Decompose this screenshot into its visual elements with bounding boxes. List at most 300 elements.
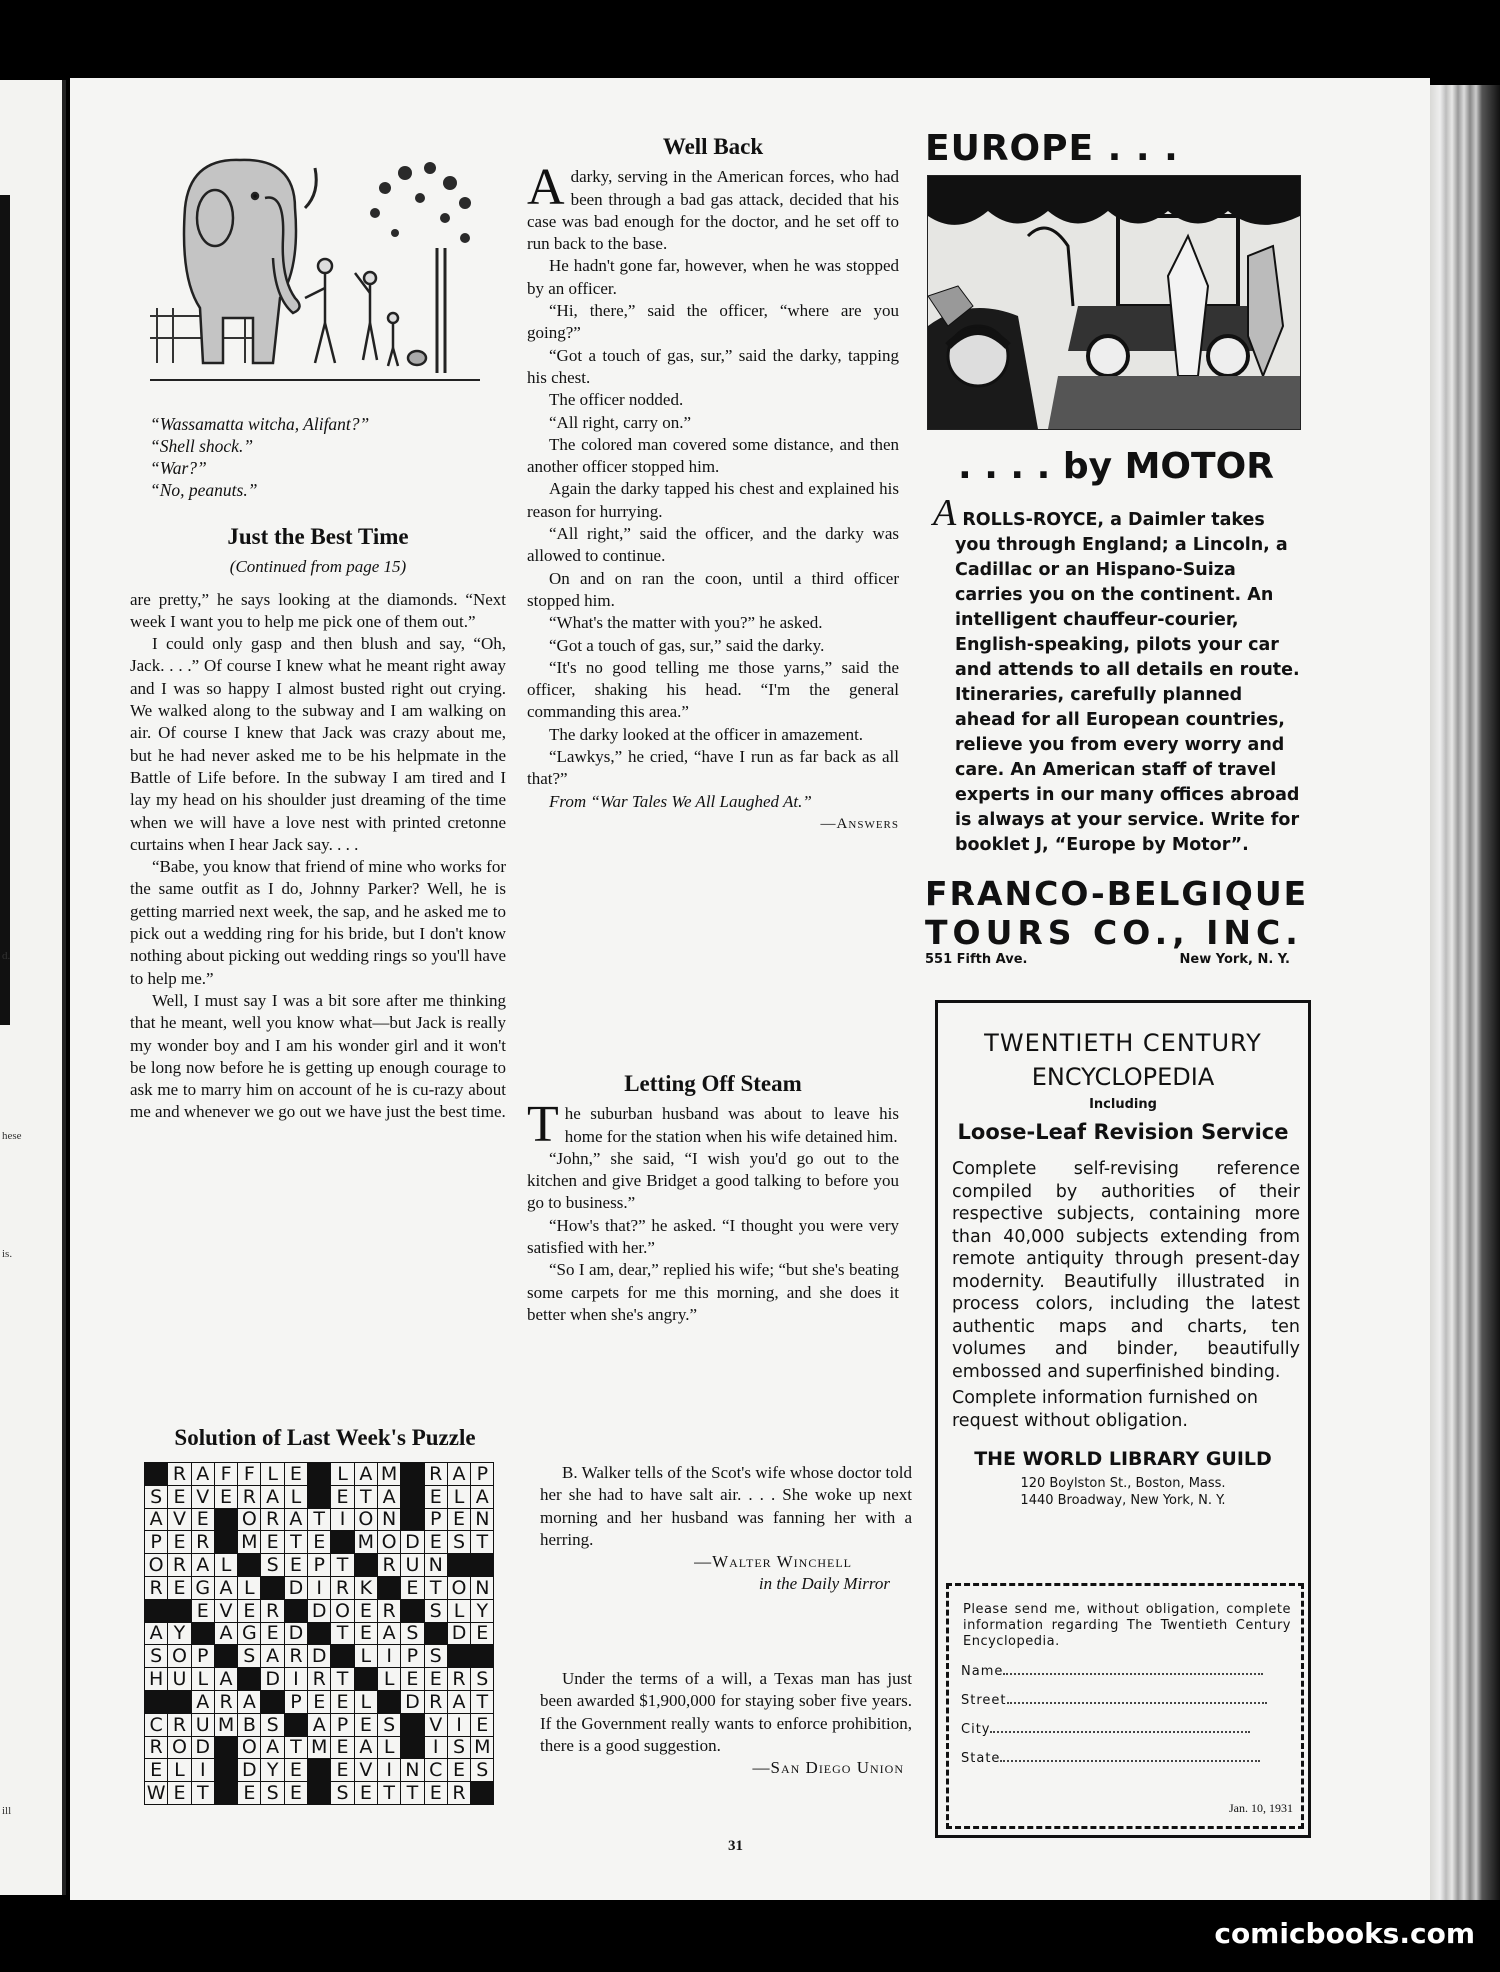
grid-cell-letter: S (471, 1759, 494, 1782)
margin-fragment: is. (2, 1248, 13, 1260)
grid-cell-letter: D (447, 1622, 470, 1645)
grid-cell-letter: S (377, 1713, 400, 1736)
grid-cell-black (424, 1622, 447, 1645)
story-paragraph: “How's that?” he asked. “I thought you were very satisfied with her.” (527, 1215, 899, 1258)
grid-cell-letter: S (261, 1782, 284, 1805)
grid-cell-letter: R (261, 1599, 284, 1622)
grid-row (145, 1622, 494, 1645)
grid-row (145, 1668, 494, 1691)
grid-cell-letter: A (238, 1690, 261, 1713)
item-texas-will (540, 1668, 912, 1779)
grid-cell-letter: A (214, 1668, 237, 1691)
grid-cell-letter: C (424, 1759, 447, 1782)
puzzle-section (140, 1425, 510, 1451)
caption-line: “Wassamatta witcha, Alifant?” (150, 414, 370, 434)
story-paragraph: “Babe, you know that friend of mine who works for the same outfit as I do, Johnny Parker? Well, he is getting married next week, the sap, and he asked me to pick out a wedding ring for his bride, but I don't know nothing about picking out wedding rings so you'll have to help me.” (130, 857, 506, 988)
grid-cell-letter: M (471, 1736, 494, 1759)
story-first-paragraph (527, 159, 899, 255)
grid-cell-letter: D (284, 1622, 307, 1645)
cartoon-caption (150, 413, 500, 501)
grid-cell-black (145, 1690, 168, 1713)
coupon-text: Please send me, without obligation, complete information regarding The Twentieth Century Encyclopedia. (963, 1602, 1291, 1649)
grid-cell-letter: A (308, 1713, 331, 1736)
grid-cell-letter: V (354, 1759, 377, 1782)
grid-cell-letter: N (471, 1576, 494, 1599)
story-paragraph: “It's no good telling me those yarns,” said the officer, shaking his head. “I'm the general commanding this area.” (527, 657, 899, 722)
story-attribution: —Answers (820, 815, 899, 832)
story-letting-off-steam (527, 1073, 899, 1326)
page-number: 31 (728, 1838, 743, 1854)
story-continued-note: (Continued from page 15) (229, 557, 407, 577)
grid-cell-letter: P (401, 1645, 424, 1668)
grid-cell-letter: S (331, 1782, 354, 1805)
grid-cell-letter: S (401, 1622, 424, 1645)
grid-cell-letter: A (284, 1508, 307, 1531)
ad-city: New York, N. Y. (1179, 952, 1290, 967)
grid-cell-black (191, 1622, 214, 1645)
grid-cell-letter: L (354, 1690, 377, 1713)
field-label: Street (961, 1693, 1007, 1708)
grid-cell-letter: H (145, 1668, 168, 1691)
grid-row (145, 1576, 494, 1599)
grid-cell-black (401, 1599, 424, 1622)
grid-cell-letter: V (424, 1713, 447, 1736)
grid-cell-letter: O (238, 1736, 261, 1759)
grid-cell-black (331, 1645, 354, 1668)
grid-cell-letter: T (471, 1690, 494, 1713)
story-paragraph: Again the darky tapped his chest and explained his reason for hurrying. (527, 479, 899, 521)
grid-cell-letter: R (377, 1554, 400, 1577)
order-coupon (946, 1583, 1304, 1829)
grid-cell-black (447, 1554, 470, 1577)
enc-guild: THE WORLD LIBRARY GUILD (974, 1448, 1272, 1470)
grid-cell-letter: N (471, 1508, 494, 1531)
grid-cell-black (238, 1554, 261, 1577)
grid-cell-black (401, 1508, 424, 1531)
ad-subhead: . . . . by MOTOR (958, 446, 1274, 487)
grid-cell-letter: S (471, 1668, 494, 1691)
grid-cell-black (261, 1576, 284, 1599)
grid-cell-letter: U (401, 1554, 424, 1577)
margin-fragment: d. (2, 950, 11, 962)
grid-cell-letter: R (191, 1531, 214, 1554)
story-just-the-best-time (130, 526, 506, 1124)
story-well-back (527, 136, 899, 835)
grid-cell-letter: O (168, 1645, 191, 1668)
grid-row (145, 1554, 494, 1577)
grid-cell-letter: I (191, 1759, 214, 1782)
coupon-name-field[interactable] (961, 1664, 1301, 1679)
grid-row (145, 1508, 494, 1531)
story-paragraph: “All right,” said the officer, and the darky was allowed to continue. (527, 524, 899, 566)
grid-cell-letter: A (214, 1576, 237, 1599)
encyclopedia-ad (935, 1000, 1311, 1838)
grid-cell-letter: R (377, 1599, 400, 1622)
enc-including: Including (1089, 1097, 1157, 1112)
story-paragraph: “So I am, dear,” replied his wife; “but she's beating some carpets for me this morning, and she does it better when she's angry.” (527, 1260, 899, 1324)
grid-cell-letter: A (447, 1463, 470, 1486)
story-paragraph: “Got a touch of gas, sur,” said the darky. (549, 635, 825, 655)
grid-cell-letter: A (377, 1485, 400, 1508)
grid-cell-letter: A (377, 1622, 400, 1645)
grid-cell-letter: O (145, 1554, 168, 1577)
grid-cell-black (471, 1645, 494, 1668)
story-paragraph: “What's the matter with you?” he asked. (549, 613, 823, 633)
grid-cell-letter: E (191, 1599, 214, 1622)
grid-cell-black (145, 1599, 168, 1622)
grid-cell-black (308, 1485, 331, 1508)
ad-illustration (927, 175, 1301, 430)
grid-cell-letter: R (145, 1736, 168, 1759)
grid-cell-letter: E (331, 1690, 354, 1713)
grid-cell-black (308, 1782, 331, 1805)
grid-cell-letter: T (284, 1531, 307, 1554)
grid-cell-letter: D (238, 1759, 261, 1782)
grid-cell-letter: E (424, 1531, 447, 1554)
grid-cell-letter: T (331, 1622, 354, 1645)
grid-cell-black (401, 1736, 424, 1759)
grid-cell-letter: E (471, 1622, 494, 1645)
grid-row (145, 1485, 494, 1508)
grid-cell-letter: E (471, 1713, 494, 1736)
story-title: Just the Best Time (227, 524, 409, 549)
grid-cell-letter: T (308, 1508, 331, 1531)
grid-cell-black (168, 1599, 191, 1622)
grid-cell-letter: S (238, 1645, 261, 1668)
grid-row (145, 1782, 494, 1805)
grid-cell-letter: T (354, 1485, 377, 1508)
grid-cell-letter: L (261, 1463, 284, 1486)
grid-row (145, 1645, 494, 1668)
grid-cell-black (238, 1668, 261, 1691)
grid-cell-letter: G (238, 1622, 261, 1645)
grid-cell-letter: E (447, 1508, 470, 1531)
grid-cell-letter: A (447, 1690, 470, 1713)
grid-row (145, 1759, 494, 1782)
enc-body: Complete self-revising reference compiled by authorities of their respective subjects, containing more than 40,000 subjects extending from remote antiquity through present-day modernity. Beautifully illustrated in process colors, including the latest authentic maps and charts, ten volumes and binder, beautifully embossed and superfinished binding. (952, 1159, 1300, 1382)
grid-cell-black (377, 1576, 400, 1599)
grid-cell-letter: E (354, 1599, 377, 1622)
grid-cell-black (471, 1782, 494, 1805)
grid-cell-letter: A (261, 1736, 284, 1759)
grid-cell-letter: P (331, 1713, 354, 1736)
grid-cell-letter: L (377, 1668, 400, 1691)
ad-address-row (925, 952, 1305, 967)
grid-cell-letter: A (354, 1736, 377, 1759)
story-first-text: he suburban husband was about to leave his home for the station when his wife detained him. (564, 1104, 899, 1146)
margin-fragment: hese (2, 1130, 22, 1142)
grid-cell-letter: E (354, 1622, 377, 1645)
grid-cell-letter: R (447, 1668, 470, 1691)
grid-cell-letter: E (145, 1759, 168, 1782)
ad-street: 551 Fifth Ave. (925, 952, 1028, 967)
grid-cell-letter: L (447, 1485, 470, 1508)
grid-cell-letter: L (168, 1759, 191, 1782)
grid-cell-letter: E (214, 1485, 237, 1508)
grid-cell-letter: T (377, 1782, 400, 1805)
grid-cell-letter: T (401, 1782, 424, 1805)
grid-cell-letter: D (284, 1576, 307, 1599)
grid-cell-letter: L (377, 1736, 400, 1759)
grid-cell-letter: R (168, 1463, 191, 1486)
enc-service: Loose-Leaf Revision Service (957, 1120, 1289, 1144)
story-paragraph: Well, I must say I was a bit sore after me thinking that he meant, well you know what—but Jack is really my wonder boy and I am his wonder girl and it won't be long now before he is getting up enough courage to ask me to marry him on account of he is cu-razy about me and whenever we go out we have just the best time. (130, 990, 506, 1122)
grid-cell-letter: R (145, 1576, 168, 1599)
grid-row (145, 1713, 494, 1736)
grid-cell-letter: D (308, 1599, 331, 1622)
grid-cell-letter: O (331, 1599, 354, 1622)
caption-line: “No, peanuts.” (150, 480, 258, 500)
grid-cell-letter: T (284, 1736, 307, 1759)
grid-cell-letter: A (354, 1463, 377, 1486)
grid-cell-black (354, 1554, 377, 1577)
grid-cell-letter: E (331, 1736, 354, 1759)
grid-cell-letter: E (168, 1782, 191, 1805)
story-paragraph: The colored man covered some distance, and then another officer stopped him. (527, 434, 899, 477)
grid-cell-letter: A (214, 1622, 237, 1645)
grid-cell-black (331, 1531, 354, 1554)
grid-cell-letter: N (401, 1759, 424, 1782)
grid-cell-letter: A (261, 1645, 284, 1668)
story-title: Letting Off Steam (624, 1071, 802, 1096)
grid-cell-letter: I (424, 1736, 447, 1759)
item-walker-scot (540, 1462, 912, 1596)
grid-cell-letter: B (238, 1713, 261, 1736)
grid-cell-letter: T (424, 1576, 447, 1599)
grid-cell-letter: E (284, 1463, 307, 1486)
puzzle-title: Solution of Last Week's Puzzle (174, 1425, 476, 1450)
grid-cell-black (214, 1531, 237, 1554)
grid-cell-letter: M (308, 1736, 331, 1759)
grid-cell-letter: R (424, 1690, 447, 1713)
grid-cell-letter: I (308, 1576, 331, 1599)
grid-cell-black (261, 1690, 284, 1713)
grid-cell-letter: E (424, 1485, 447, 1508)
item-text: Under the terms of a will, a Texas man has just been awarded $1,900,000 for staying sober five years. If the Government really wants to enforce prohibition, there is a good suggestion. (540, 1669, 912, 1755)
previous-page-edge (0, 80, 66, 1895)
field-label: Name (961, 1664, 1004, 1679)
grid-cell-black (214, 1782, 237, 1805)
grid-cell-letter: R (447, 1782, 470, 1805)
grid-cell-letter: M (377, 1463, 400, 1486)
grid-cell-letter: S (145, 1485, 168, 1508)
grid-cell-letter: G (191, 1576, 214, 1599)
grid-cell-letter: L (284, 1485, 307, 1508)
crossword-solution-grid (144, 1462, 494, 1805)
story-paragraph: I could only gasp and then blush and say, “Oh, Jack. . . .” Of course I knew what he meant right away and I was so happy I almost busted right out crying. We walked along to the subway and I am walking on air. Of course I knew that Jack was crazy about me, but he had never asked me to be his helpmate in the Battle of Life before. In the subway I am tired and I lay my head on his shoulder just dreaming of the time when we will have a love nest with printed cretonne curtains when I hear Jack say. . . . (130, 634, 506, 854)
grid-cell-letter: T (331, 1668, 354, 1691)
grid-cell-black (354, 1668, 377, 1691)
grid-cell-letter: S (424, 1645, 447, 1668)
grid-cell-letter: M (354, 1531, 377, 1554)
grid-cell-letter: O (447, 1576, 470, 1599)
grid-cell-letter: A (471, 1485, 494, 1508)
grid-cell-letter: A (145, 1508, 168, 1531)
grid-cell-letter: E (354, 1782, 377, 1805)
ad-company-line-1: FRANCO-BELGIQUE (925, 874, 1309, 913)
grid-cell-letter: N (424, 1554, 447, 1577)
grid-cell-black (214, 1759, 237, 1782)
grid-cell-letter: E (261, 1622, 284, 1645)
grid-cell-letter: D (191, 1736, 214, 1759)
grid-cell-black (214, 1736, 237, 1759)
grid-cell-letter: P (471, 1463, 494, 1486)
grid-cell-letter: Y (168, 1622, 191, 1645)
grid-cell-black (214, 1645, 237, 1668)
story-paragraph: “All right, carry on.” (549, 412, 692, 432)
grid-cell-letter: P (145, 1531, 168, 1554)
grid-cell-letter: S (424, 1599, 447, 1622)
grid-cell-letter: P (424, 1508, 447, 1531)
grid-cell-letter: T (471, 1531, 494, 1554)
grid-cell-letter: E (168, 1531, 191, 1554)
grid-cell-letter: L (354, 1645, 377, 1668)
grid-row (145, 1531, 494, 1554)
story-paragraph: The darky looked at the officer in amazement. (549, 724, 864, 744)
grid-cell-letter: E (424, 1668, 447, 1691)
grid-cell-black (168, 1690, 191, 1713)
field-label: City (961, 1722, 991, 1737)
grid-cell-letter: O (377, 1531, 400, 1554)
coupon-date: Jan. 10, 1931 (1229, 1801, 1293, 1815)
grid-cell-letter: F (214, 1463, 237, 1486)
caption-line: “Shell shock.” (150, 436, 254, 456)
grid-cell-black (145, 1463, 168, 1486)
grid-cell-letter: E (354, 1713, 377, 1736)
grid-cell-letter: U (168, 1668, 191, 1691)
grid-cell-letter: P (191, 1645, 214, 1668)
grid-cell-letter: I (284, 1668, 307, 1691)
caption-line: “War?” (150, 458, 207, 478)
grid-cell-letter: E (168, 1485, 191, 1508)
grid-cell-black (308, 1622, 331, 1645)
grid-row (145, 1463, 494, 1486)
coupon-street-field[interactable] (961, 1693, 1301, 1708)
grid-cell-letter: T (191, 1782, 214, 1805)
grid-cell-letter: K (354, 1576, 377, 1599)
grid-cell-letter: F (238, 1463, 261, 1486)
grid-cell-letter: E (401, 1576, 424, 1599)
grid-cell-letter: E (238, 1782, 261, 1805)
europe-motor-ad (925, 128, 1309, 967)
book-page-edges (1430, 85, 1500, 1900)
story-paragraph: The officer nodded. (549, 390, 684, 410)
grid-cell-letter: E (447, 1759, 470, 1782)
grid-cell-letter: E (331, 1485, 354, 1508)
enc-title-1: TWENTIETH CENTURY (984, 1029, 1262, 1057)
grid-cell-letter: L (447, 1599, 470, 1622)
grid-cell-letter: V (214, 1599, 237, 1622)
grid-cell-letter: I (447, 1713, 470, 1736)
grid-row (145, 1736, 494, 1759)
grid-cell-letter: O (354, 1508, 377, 1531)
grid-cell-letter: S (447, 1736, 470, 1759)
grid-cell-letter: Y (471, 1599, 494, 1622)
item-source: in the Daily Mirror (758, 1574, 890, 1594)
grid-cell-letter: P (308, 1554, 331, 1577)
crossword-table (144, 1462, 494, 1805)
grid-cell-letter: E (261, 1531, 284, 1554)
grid-cell-letter: L (214, 1554, 237, 1577)
grid-cell-letter: S (261, 1713, 284, 1736)
grid-cell-black (401, 1713, 424, 1736)
enc-body-2: Complete information furnished on request without obligation. (952, 1388, 1259, 1431)
grid-cell-letter: E (284, 1782, 307, 1805)
enc-address-1: 120 Boylston St., Boston, Mass. (1020, 1476, 1226, 1491)
story-paragraph: “Lawkys,” he cried, “have I run as far back as all that?” (527, 747, 899, 789)
ad-headline: EUROPE . . . (925, 128, 1179, 169)
grid-cell-letter: E (308, 1690, 331, 1713)
story-first-paragraph (527, 1096, 899, 1154)
story-paragraph: “Hi, there,” said the officer, “where are you going?” (527, 301, 899, 343)
grid-cell-letter: A (261, 1485, 284, 1508)
enc-title-2: ENCYCLOPEDIA (1031, 1063, 1215, 1091)
story-first-text: darky, serving in the American forces, who had been through a bad gas attack, decided that his case was bad enough for the doctor, and he set off to run back to the base. (527, 167, 899, 254)
grid-cell-letter: E (191, 1508, 214, 1531)
grid-cell-letter: V (191, 1485, 214, 1508)
grid-cell-letter: V (168, 1508, 191, 1531)
enc-address-2: 1440 Broadway, New York, N. Y. (1020, 1493, 1226, 1508)
grid-cell-letter: L (238, 1576, 261, 1599)
grid-cell-letter: R (168, 1554, 191, 1577)
story-source: From “War Tales We All Laughed At.” (549, 791, 812, 811)
coupon-state-field[interactable] (961, 1751, 1301, 1766)
grid-cell-letter: C (145, 1713, 168, 1736)
coupon-city-field[interactable] (961, 1722, 1301, 1737)
grid-cell-black (284, 1713, 307, 1736)
grid-cell-letter: R (331, 1576, 354, 1599)
grid-cell-letter: R (308, 1668, 331, 1691)
grid-cell-black (284, 1599, 307, 1622)
grid-cell-letter: E (331, 1759, 354, 1782)
grid-cell-black (308, 1463, 331, 1486)
story-title: Well Back (662, 134, 764, 159)
grid-cell-letter: O (238, 1508, 261, 1531)
grid-cell-letter: U (191, 1713, 214, 1736)
grid-cell-black (377, 1690, 400, 1713)
grid-cell-letter: D (401, 1690, 424, 1713)
grid-cell-letter: R (284, 1645, 307, 1668)
grid-cell-letter: A (145, 1622, 168, 1645)
grid-cell-letter: I (377, 1759, 400, 1782)
ad-initial: A (933, 492, 957, 534)
grid-cell-letter: R (238, 1485, 261, 1508)
grid-cell-letter: S (261, 1554, 284, 1577)
grid-cell-letter: O (168, 1736, 191, 1759)
grid-cell-letter: T (331, 1554, 354, 1577)
page-gutter (62, 80, 66, 1895)
grid-cell-letter: R (168, 1713, 191, 1736)
grid-cell-letter: W (145, 1782, 168, 1805)
grid-cell-letter: A (191, 1463, 214, 1486)
grid-cell-letter: P (284, 1690, 307, 1713)
grid-cell-letter: E (401, 1668, 424, 1691)
grid-cell-letter: S (447, 1531, 470, 1554)
grid-cell-letter: E (284, 1554, 307, 1577)
grid-cell-black (447, 1645, 470, 1668)
grid-cell-letter: E (308, 1531, 331, 1554)
grid-cell-letter: M (238, 1531, 261, 1554)
grid-cell-letter: S (145, 1645, 168, 1668)
grid-cell-letter: R (424, 1463, 447, 1486)
story-paragraph: He hadn't gone far, however, when he was stopped by an officer. (527, 256, 899, 298)
ad-body-text: ROLLS-ROYCE, a Daimler takes you through England; a Lincoln, a Cadillac or an Hispano-Suiza carries you on the continent. An intelligent chauffeur-courier, English-speaking, pilots your car and attends to all details en route. Itineraries, carefully planned ahead for all European countries, relieve you from every worry and care. An American staff of travel experts in our many offices abroad is always at your service. Write for booklet J, “Europe by Motor”. (955, 510, 1300, 855)
cartoon-illustration (145, 148, 485, 388)
grid-row (145, 1690, 494, 1713)
grid-cell-letter: Y (261, 1759, 284, 1782)
item-attribution: —Walter Winchell (694, 1552, 852, 1572)
grid-cell-letter: R (214, 1690, 237, 1713)
